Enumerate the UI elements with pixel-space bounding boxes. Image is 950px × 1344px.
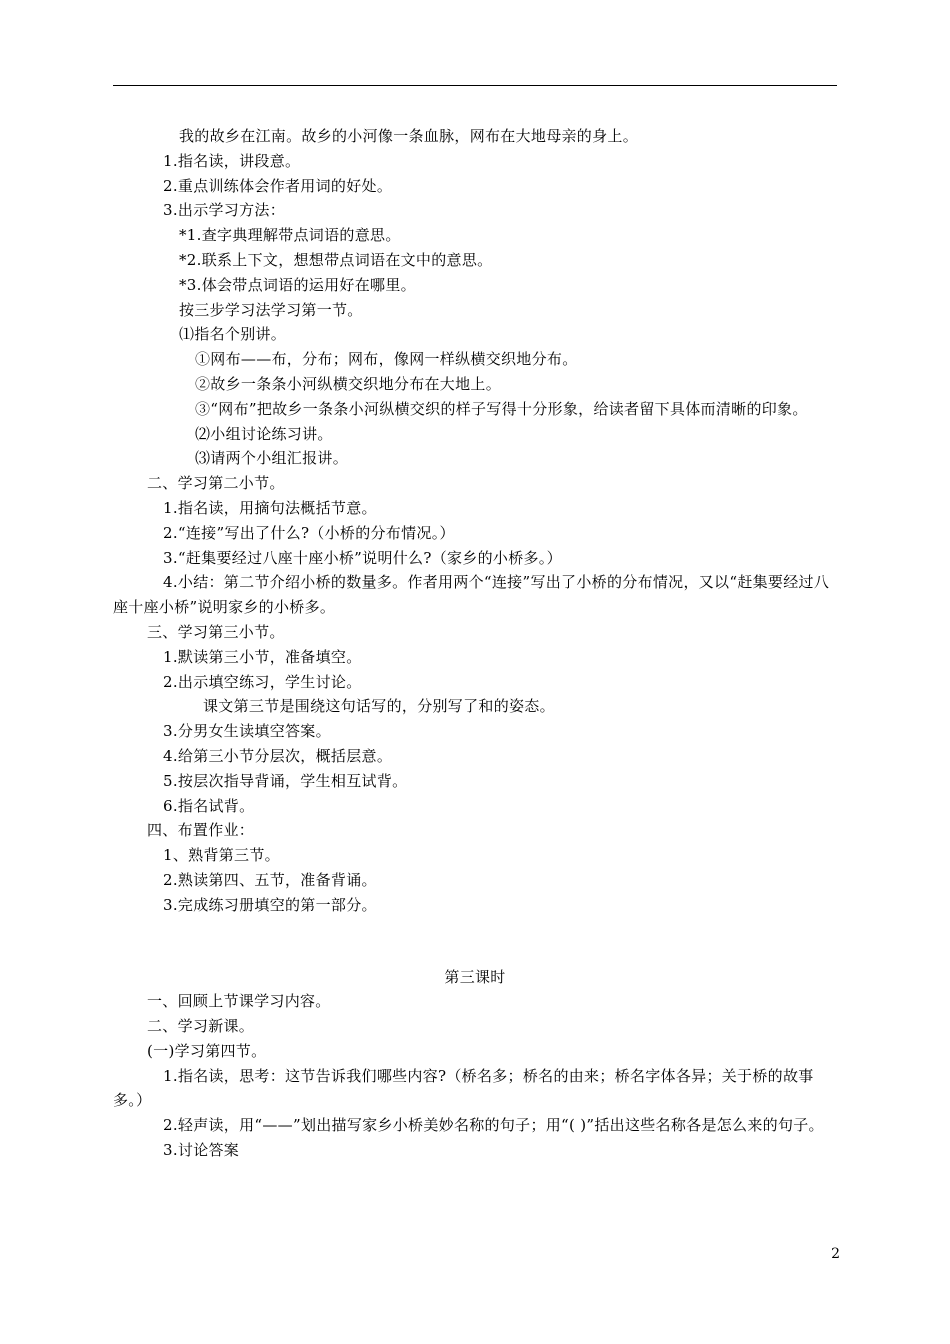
text-line: 4.小结：第二节介绍小桥的数量多。作者用两个“连接”写出了小桥的分布情况，又以“赶集要经过八座十座小桥”说明家乡的小桥多。 bbox=[113, 573, 830, 617]
text-line: 2.出示填空练习，学生讨论。 bbox=[163, 672, 362, 691]
text-line: 1.指名读，用摘句法概括节意。 bbox=[163, 498, 377, 517]
text-line: 1.默读第三小节，准备填空。 bbox=[163, 647, 362, 666]
text-line: ③“网布”把故乡一条条小河纵横交织的样子写得十分形象，给读者留下具体而清晰的印象。 bbox=[195, 399, 808, 418]
text-line: 1.指名读，讲段意。 bbox=[163, 151, 301, 170]
text-line: *1.查字典理解带点词语的意思。 bbox=[179, 226, 401, 245]
text-line: 3.出示学习方法： bbox=[163, 201, 286, 220]
text-line: 四、布置作业： bbox=[147, 821, 255, 840]
text-line: 2.轻声读，用“——”划出描写家乡小桥美妙名称的句子；用“( )”括出这些名称各是怎么来的句子。 bbox=[163, 1116, 824, 1135]
header-rule bbox=[113, 85, 837, 86]
text-line: (一)学习第四节。 bbox=[147, 1041, 267, 1060]
section-gap bbox=[113, 918, 837, 965]
text-line: 三、学习第三小节。 bbox=[147, 622, 285, 641]
lesson-block-two bbox=[113, 124, 837, 918]
text-line: 5.按层次指导背诵，学生相互试背。 bbox=[163, 771, 408, 790]
text-line: *3.体会带点词语的运用好在哪里。 bbox=[179, 275, 416, 294]
text-line: *2.联系上下文，想想带点词语在文中的意思。 bbox=[179, 250, 493, 269]
text-line: 4.给第三小节分层次，概括层意。 bbox=[163, 746, 393, 765]
page-content bbox=[113, 124, 837, 1163]
text-line: 2.重点训练体会作者用词的好处。 bbox=[163, 176, 393, 195]
section-title: 第三课时 bbox=[444, 967, 506, 986]
text-line: 二、学习新课。 bbox=[147, 1017, 255, 1036]
text-line: ①网布——布，分布；网布，像网一样纵横交织地分布。 bbox=[195, 350, 578, 369]
lesson-block-three bbox=[113, 989, 837, 1163]
text-line: ⑴指名个别讲。 bbox=[179, 325, 287, 344]
text-line: 课文第三节是围绕这句话写的，分别写了和的姿态。 bbox=[203, 697, 555, 716]
text-line: 1、熟背第三节。 bbox=[163, 846, 280, 865]
text-line: 3.完成练习册填空的第一部分。 bbox=[163, 895, 377, 914]
text-line: 按三步学习法学习第一节。 bbox=[179, 300, 363, 319]
text-line: 6.指名试背。 bbox=[163, 796, 255, 815]
text-line: ②故乡一条条小河纵横交织地分布在大地上。 bbox=[195, 374, 502, 393]
page-number: 2 bbox=[831, 1246, 840, 1262]
text-line: ⑵小组讨论练习讲。 bbox=[195, 424, 333, 443]
text-line: 2.“连接”写出了什么?（小桥的分布情况。） bbox=[163, 523, 455, 542]
text-line: 二、学习第二小节。 bbox=[147, 474, 285, 493]
text-line: ⑶请两个小组汇报讲。 bbox=[195, 449, 349, 468]
text-line: 一、回顾上节课学习内容。 bbox=[147, 992, 331, 1011]
text-line: 1.指名读，思考：这节告诉我们哪些内容?（桥名多；桥名的由来；桥名字体各异；关于桥的故事多。） bbox=[113, 1066, 814, 1110]
text-line: 我的故乡在江南。故乡的小河像一条血脉，网布在大地母亲的身上。 bbox=[179, 127, 639, 145]
text-line: 2.熟读第四、五节，准备背诵。 bbox=[163, 870, 377, 889]
text-line: 3.“赶集要经过八座十座小桥”说明什么?（家乡的小桥多。） bbox=[163, 548, 562, 567]
text-line: 3.讨论答案 bbox=[163, 1141, 240, 1160]
text-line: 3.分男女生读填空答案。 bbox=[163, 722, 331, 741]
